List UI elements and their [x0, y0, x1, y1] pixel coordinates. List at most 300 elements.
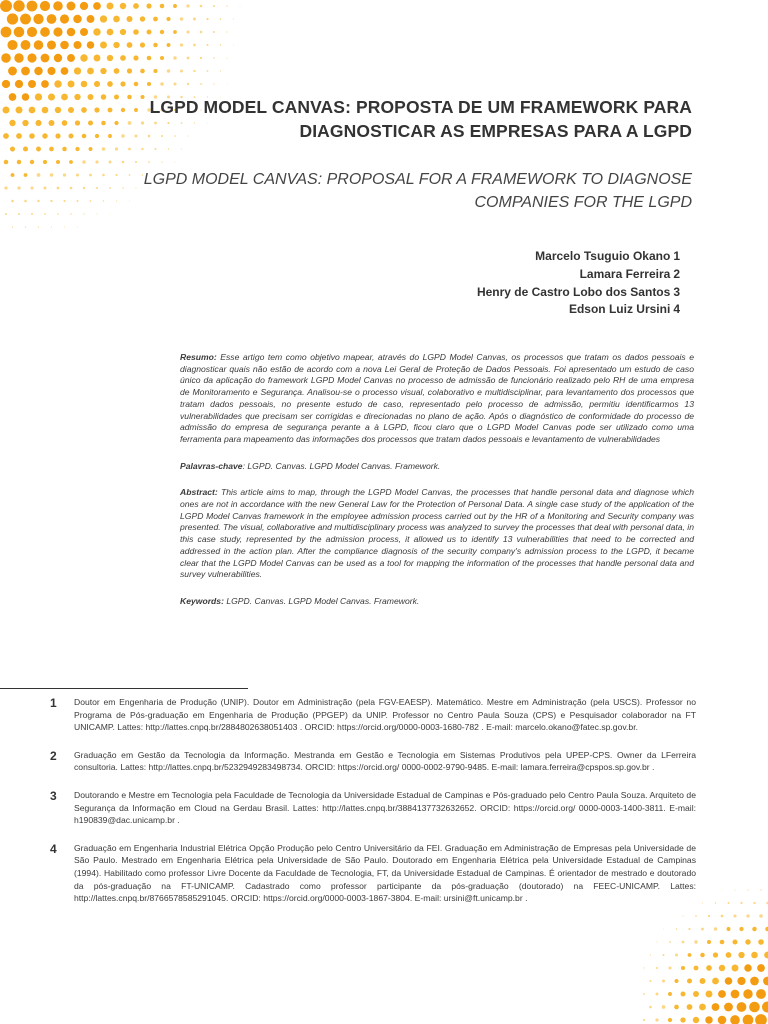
resumo-label: Resumo: — [180, 352, 217, 362]
halftone-dot — [706, 991, 713, 998]
halftone-dot — [650, 954, 651, 955]
halftone-dot — [758, 939, 764, 945]
halftone-dot — [726, 952, 732, 958]
halftone-dot — [100, 15, 107, 22]
halftone-dot — [7, 13, 18, 24]
halftone-dot — [60, 14, 69, 23]
halftone-dot — [67, 2, 76, 11]
halftone-dot — [655, 1018, 658, 1021]
halftone-dot — [187, 57, 190, 60]
halftone-dot — [764, 952, 768, 959]
halftone-dot — [77, 227, 78, 228]
halftone-dot — [755, 1014, 767, 1024]
halftone-dot — [722, 890, 723, 891]
halftone-dot — [200, 57, 202, 59]
halftone-dot — [37, 200, 39, 202]
halftone-dot — [107, 55, 113, 61]
halftone-dot — [656, 967, 658, 969]
halftone-dot — [174, 83, 177, 86]
halftone-dot — [206, 44, 208, 46]
halftone-dot — [114, 68, 120, 74]
halftone-dot — [701, 928, 704, 931]
halftone-dot — [763, 977, 768, 986]
halftone-dot — [127, 42, 133, 48]
halftone-dot — [22, 93, 30, 101]
halftone-dot — [95, 160, 98, 163]
halftone-dot — [22, 120, 28, 126]
halftone-dot — [73, 41, 81, 49]
halftone-dot — [706, 965, 712, 971]
halftone-dot — [200, 5, 203, 8]
halftone-dot — [731, 990, 740, 999]
halftone-dot — [737, 1002, 747, 1012]
halftone-dot — [193, 70, 195, 72]
halftone-dot — [181, 149, 182, 150]
halftone-dot — [226, 31, 227, 32]
halftone-dot — [109, 161, 112, 164]
halftone-dot — [694, 940, 697, 943]
halftone-dot — [227, 84, 228, 85]
halftone-dot — [74, 67, 81, 74]
halftone-dot — [107, 81, 113, 87]
halftone-dot — [743, 1015, 754, 1024]
halftone-dot — [728, 902, 730, 904]
halftone-dot — [75, 147, 79, 151]
halftone-dot — [47, 14, 57, 24]
halftone-dot — [4, 160, 9, 165]
halftone-dot — [649, 980, 651, 982]
halftone-dot — [712, 1003, 720, 1011]
halftone-dot — [107, 29, 114, 36]
halftone-dot — [120, 55, 126, 61]
halftone-dot — [93, 28, 100, 35]
halftone-dot — [147, 30, 152, 35]
abstract-label: Abstract: — [180, 487, 218, 498]
halftone-dot — [34, 40, 44, 50]
halftone-dot — [23, 146, 28, 151]
halftone-dot — [753, 902, 755, 904]
halftone-dot — [747, 889, 748, 890]
halftone-dot — [674, 1005, 679, 1010]
halftone-dot — [700, 953, 705, 958]
footnote-text: Graduação em Engenharia Industrial Elétrica Opção Produção pelo Centro Universitário da FEI. Graduação em Administração de Empresas pela Universidade de São Paulo. Mestrado em Engenharia Elétrica pela Universidade de São Paulo. Doutorado em Engenharia Elétrica pela Universidade Estadual de Campinas (1994). Habilitado como professor Livre Docente da Faculdade de Tecnologia, FT, da Universidade Estadual de Campinas. É orientador de mestrado e doutorado da pós-graduação na FT-UNICAMP. Cadastrado como professor participante da pós-graduação (doutorado) na FEEC-UNICAMP. Lattes: http://lattes.cnpq.br/8766578585291045. ORCID: https://orcid.org/0000-0003-1867-3804. E-mail: ursini@ft.unicamp.br . — [74, 842, 696, 904]
halftone-dot — [51, 226, 52, 227]
halftone-dot — [8, 67, 17, 76]
resumo-text: Esse artigo tem como objetivo mapear, através do LGPD Model Canvas, os processos que tratam os dados pessoais e diagnosticar quais não estão de acordo com a nova Lei Geral de Proteção de Dados Pessoais. Foi apresentado um estudo de caso único da aplicação do framework LGPD Model Canvas no processo de admissão de funcionário realizado pelo RH de uma empresa de Monitoramento e Segurança. Analisou-se o processo visual, colaborativo e multidisciplinar, para levantamento dos processos que tratam dados pessoais, no presente estudo de caso, representado pelo processo de admissão, permitiu identificarmos 13 vulnerabilidades que precisam ser corrigidas e direcionadas no plano de ação. Após o diagnóstico de conformidade do processo de admissão do empresa de segurança perante a à LGPD, ficou claro que o LGPD Model Canvas pode ser utilizado como uma ferramenta para mapeamento das informações dos processos que tratam dados pessoais e levantamento de vulnerabilidades — [180, 352, 694, 444]
author-entry — [477, 266, 680, 284]
footnote — [50, 842, 696, 905]
halftone-dot — [5, 213, 7, 215]
halftone-dot — [757, 964, 765, 972]
author-entry — [477, 248, 680, 266]
halftone-dot — [663, 929, 664, 930]
halftone-dot — [120, 3, 126, 9]
halftone-dot — [4, 186, 7, 189]
halftone-dot — [21, 40, 31, 50]
halftone-dot — [21, 67, 30, 76]
halftone-dot — [80, 28, 88, 36]
halftone-dot — [10, 146, 15, 151]
halftone-dot — [713, 952, 718, 957]
footnote-number: 4 — [50, 841, 57, 856]
halftone-dot — [133, 29, 139, 35]
halftone-dot — [44, 187, 47, 190]
halftone-dot — [100, 42, 107, 49]
halftone-dot — [227, 58, 228, 59]
halftone-dot — [147, 56, 152, 61]
halftone-dot — [127, 68, 132, 73]
halftone-dot — [187, 83, 189, 85]
halftone-dot — [160, 56, 164, 60]
halftone-dot — [687, 979, 692, 984]
halftone-dot — [134, 82, 139, 87]
halftone-dot — [662, 954, 664, 956]
halftone-dot — [662, 1005, 666, 1009]
footnote-text: Doutor em Engenharia de Produção (UNIP). Doutor em Administração (pela FGV-EAESP). Matemático. Mestre em Administração (pela USCS). Professor no Programa de Pós-graduação em Engenharia de Produção (PPGEP) da UNIP. Professor no Centro Paula Souza (CPS) e Pesquisador colaborador na FT UNICAMP. Lattes: http://lattes.cnpq.br/2884802638051403 . ORCID: https://orcid.org/0000-0003-1680-782 . E-mail: marcelo.okano@fatec.sp.gov.br. — [74, 697, 696, 733]
halftone-dot — [693, 1017, 699, 1023]
halftone-dot — [186, 4, 189, 7]
halftone-dot — [193, 44, 196, 47]
halftone-dot — [173, 30, 177, 34]
halftone-dot — [31, 213, 33, 215]
halftone-dot — [87, 68, 94, 75]
halftone-dot — [240, 32, 241, 33]
halftone-dot — [656, 993, 659, 996]
halftone-dot — [161, 161, 162, 162]
author-footnote-number: 1 — [673, 249, 680, 263]
halftone-dot — [140, 16, 145, 21]
halftone-dot — [80, 54, 87, 61]
halftone-dot — [173, 56, 176, 59]
halftone-dot — [49, 120, 55, 126]
halftone-dot — [727, 927, 731, 931]
halftone-dot — [27, 27, 37, 37]
halftone-dot — [62, 147, 67, 152]
halftone-dot — [40, 1, 50, 11]
author-footnote-number: 3 — [673, 284, 680, 299]
halftone-dot — [24, 200, 27, 203]
halftone-dot — [676, 928, 678, 930]
halftone-dot — [87, 15, 95, 23]
halftone-dot — [89, 147, 93, 151]
footnote — [50, 696, 696, 734]
halftone-dot — [128, 148, 131, 151]
halftone-dot — [233, 19, 234, 20]
halftone-dot — [153, 43, 158, 48]
halftone-dot — [752, 927, 756, 931]
halftone-dot — [220, 70, 221, 71]
halftone-dot — [750, 977, 759, 986]
halftone-dot — [1, 27, 12, 38]
halftone-dot — [18, 213, 20, 215]
author-name: Edson Luiz Ursini — [568, 302, 671, 317]
halftone-dot — [115, 147, 118, 150]
footnote — [50, 749, 696, 774]
halftone-dot — [14, 27, 25, 38]
halftone-dot — [687, 1004, 693, 1010]
halftone-dot — [133, 3, 139, 9]
halftone-dot — [29, 133, 35, 139]
author-footnote-number: 4 — [673, 302, 680, 317]
halftone-dot — [36, 147, 41, 152]
halftone-dot — [113, 42, 119, 48]
halftone-dot — [732, 939, 737, 944]
halftone-dot — [207, 70, 209, 72]
halftone-dot — [102, 147, 106, 151]
author-footnote-number: 2 — [673, 266, 680, 281]
halftone-dot — [193, 18, 196, 21]
halftone-dot — [27, 53, 36, 62]
halftone-dot — [744, 964, 751, 971]
halftone-dot — [662, 979, 665, 982]
halftone-dot — [153, 69, 157, 73]
halftone-dot — [42, 133, 47, 138]
halftone-dot — [50, 200, 52, 202]
halftone-dot — [719, 965, 725, 971]
halftone-dot — [745, 939, 750, 944]
halftone-dot — [720, 940, 725, 945]
halftone-dot — [643, 993, 645, 995]
halftone-dot — [740, 902, 742, 904]
author-name: Marcelo Tsuguio Okano — [535, 249, 671, 263]
footnotes — [50, 696, 696, 920]
halftone-dot — [64, 227, 65, 228]
halftone-dot — [147, 82, 151, 86]
title-portuguese: LGPD MODEL CANVAS: PROPOSTA DE UM FRAMEWORK PARA DIAGNOSTICAR AS EMPRESAS PARA A LGPD — [149, 97, 692, 141]
halftone-dot — [160, 30, 164, 34]
halftone-dot — [13, 0, 24, 11]
halftone-dot — [93, 2, 101, 10]
halftone-dot — [2, 80, 10, 88]
abstract-paragraph — [180, 487, 694, 581]
halftone-dot — [12, 226, 13, 227]
halftone-dot — [106, 2, 113, 9]
title-english: LGPD MODEL CANVAS: PROPOSAL FOR A FRAMEWORK TO DIAGNOSE COMPANIES FOR THE LGPD — [143, 171, 692, 211]
halftone-dot — [213, 57, 215, 59]
halftone-dot — [155, 148, 157, 150]
halftone-dot — [41, 80, 49, 88]
halftone-dot — [715, 902, 717, 904]
halftone-dot — [213, 83, 214, 84]
halftone-dot — [16, 107, 23, 114]
keywords-paragraph — [180, 596, 694, 608]
halftone-dot — [681, 992, 686, 997]
halftone-dot — [675, 954, 678, 957]
halftone-dot — [682, 941, 685, 944]
author-name: Henry de Castro Lobo dos Santos — [476, 284, 671, 299]
halftone-dot — [681, 966, 685, 970]
halftone-dot — [122, 161, 125, 164]
halftone-dot — [60, 41, 69, 50]
halftone-dot — [167, 69, 171, 73]
halftone-dot — [746, 914, 749, 917]
halftone-dot — [38, 226, 39, 227]
halftone-dot — [721, 915, 724, 918]
halftone-dot — [148, 161, 150, 163]
halftone-dot — [749, 1002, 760, 1013]
halftone-dot — [67, 28, 76, 37]
halftone-dot — [730, 1015, 740, 1024]
halftone-dot — [220, 18, 222, 20]
footnote-divider — [0, 688, 248, 689]
halftone-dot — [54, 80, 61, 87]
halftone-dot — [751, 952, 758, 959]
resumo-paragraph — [180, 352, 694, 446]
halftone-dot — [166, 17, 170, 21]
halftone-dot — [175, 162, 176, 163]
halftone-dot — [674, 979, 678, 983]
author-entry — [477, 284, 680, 302]
halftone-dot — [699, 1004, 706, 1011]
halftone-dot — [54, 54, 62, 62]
footnote-text: Doutorando e Mestre em Tecnologia pela Faculdade de Tecnologia da Universidade Estadual de Campinas e Pós-graduado pelo Centro Paula Souza. Arquiteto de Segurança da Informação em Cloud na Gerdau Brasil. Lattes: http://lattes.cnpq.br/3884137732632652. ORCID: https://orcid.org/ 0000-0003-1400-3811. E-mail: h190839@dac.unicamp.br . — [74, 789, 696, 826]
halftone-dot — [9, 93, 17, 101]
halftone-dot — [0, 0, 12, 12]
halftone-dot — [206, 18, 208, 20]
halftone-dot — [27, 1, 38, 12]
halftone-dot — [643, 967, 644, 968]
author-name: Lamara Ferreira — [579, 266, 671, 281]
halftone-dot — [20, 14, 31, 25]
halftone-dot — [739, 927, 743, 931]
halftone-dot — [760, 889, 761, 890]
halftone-dot — [17, 186, 20, 189]
halftone-dot — [7, 40, 17, 50]
halftone-dot — [220, 44, 221, 45]
author-list — [477, 248, 680, 319]
halftone-dot — [146, 3, 151, 8]
halftone-dot — [712, 978, 719, 985]
halftone-dot — [41, 54, 50, 63]
halftone-dot — [743, 989, 752, 998]
halftone-dot — [718, 990, 726, 998]
halftone-dot — [160, 4, 165, 9]
halftone-dot — [57, 187, 60, 190]
halftone-dot — [167, 43, 171, 47]
footnote-number: 2 — [50, 748, 57, 763]
halftone-dot — [94, 55, 101, 62]
halftone-dot — [80, 2, 88, 10]
halftone-dot — [44, 213, 46, 215]
halftone-dot — [9, 120, 15, 126]
halftone-dot — [35, 93, 42, 100]
halftone-dot — [738, 952, 744, 958]
halftone-dot — [49, 147, 54, 152]
halftone-dot — [53, 1, 63, 11]
halftone-dot — [34, 67, 42, 75]
halftone-dot — [30, 160, 34, 164]
halftone-dot — [731, 964, 738, 971]
halftone-dot — [240, 6, 241, 7]
abstract-block — [180, 352, 694, 623]
halftone-dot — [160, 82, 164, 86]
palavras-chave-label: Palavras-chave — [180, 460, 243, 471]
halftone-dot — [81, 81, 88, 88]
halftone-dot — [718, 1016, 727, 1024]
halftone-dot — [733, 914, 736, 917]
halftone-dot — [756, 989, 766, 999]
halftone-dot — [762, 1002, 768, 1013]
halftone-dot — [47, 67, 55, 75]
halftone-dot — [1, 53, 11, 63]
halftone-dot — [67, 54, 75, 62]
halftone-dot — [3, 133, 9, 139]
halftone-dot — [669, 941, 671, 943]
halftone-dot — [668, 966, 671, 969]
halftone-dot — [153, 17, 158, 22]
halftone-dot — [73, 15, 82, 24]
halftone-dot — [657, 942, 658, 943]
halftone-dot — [643, 1019, 645, 1021]
halftone-dot — [140, 42, 145, 47]
halftone-dot — [67, 80, 74, 87]
halftone-dot — [700, 978, 706, 984]
palavras-chave-text: : LGPD. Canvas. LGPD Model Canvas. Framework. — [242, 460, 441, 471]
halftone-dot — [50, 173, 54, 177]
halftone-dot — [180, 17, 184, 21]
halftone-dot — [87, 41, 94, 48]
halftone-dot — [53, 27, 62, 36]
halftone-dot — [649, 1006, 652, 1009]
footnote — [50, 789, 696, 827]
halftone-dot — [708, 915, 710, 917]
halftone-dot — [140, 69, 145, 74]
halftone-dot — [694, 966, 699, 971]
halftone-dot — [30, 186, 33, 189]
halftone-dot — [668, 1018, 672, 1022]
halftone-dot — [724, 1003, 733, 1012]
palavras-chave-paragraph — [180, 461, 694, 473]
halftone-dot — [43, 160, 47, 164]
halftone-dot — [180, 43, 183, 46]
halftone-dot — [688, 953, 692, 957]
halftone-dot — [707, 940, 711, 944]
halftone-dot — [668, 992, 672, 996]
halftone-dot — [33, 14, 43, 24]
halftone-dot — [173, 4, 177, 8]
halftone-dot — [14, 53, 23, 62]
halftone-dot — [186, 30, 189, 33]
author-entry — [477, 301, 680, 319]
halftone-dot — [233, 45, 234, 46]
halftone-dot — [25, 226, 26, 227]
halftone-dot — [135, 161, 137, 163]
halftone-dot — [120, 29, 126, 35]
halftone-dot — [15, 80, 23, 88]
halftone-dot — [113, 16, 120, 23]
halftone-dot — [37, 173, 41, 177]
halftone-dot — [688, 928, 690, 930]
halftone-dot — [16, 133, 22, 139]
halftone-dot — [226, 5, 227, 6]
halftone-dot — [714, 927, 717, 930]
halftone-dot — [133, 55, 138, 60]
halftone-dot — [69, 160, 73, 164]
abstract-text: This article aims to map, through the LGPD Model Canvas, the processes that handle personal data and diagnose which ones are not in accordance with the new General Law for the Protection of Personal Data. A single case study of the application of the LGPD Model Canvas framework in the employee admission process carried out by the HR of a Monitoring and Security company was presented. The visual, collaborative and multidisciplinary process was analyzed to survey the processes that deal with personal data, in this case study, represented by the admission process, it allowed us to identify 13 vulnerabilities that need to be corrected and addressed in the action plan. After the compliance diagnosis of the security company's admission process to the LGPD, it became clear that the LGPD Model Canvas can be used as a tool for mapping the information of the processes that handle personal data and survey vulnerabilities. — [180, 487, 694, 580]
halftone-dot — [737, 977, 745, 985]
footnote-number: 3 — [50, 788, 57, 803]
halftone-dot — [200, 31, 203, 34]
halftone-dot — [11, 200, 14, 203]
halftone-dot — [213, 31, 215, 33]
halftone-dot — [693, 991, 699, 997]
halftone-dot — [213, 5, 215, 7]
halftone-dot — [168, 148, 169, 149]
keywords-text: LGPD. Canvas. LGPD Model Canvas. Framework. — [223, 595, 420, 606]
footnote-text: Graduação em Gestão da Tecnologia da Informação. Mestranda em Gestão e Tecnologia em Sistemas Produtivos pela UPEP-CPS. Owner da LFerreira consultoria. Lattes: http://lattes.cnpq.br/5232949283498734. ORCID: https://orcid.org/ 0000-0002-9790-9485. E-mail: lamara.ferreira@cpspos.sp.gov.br . — [74, 749, 696, 773]
keywords-label: Keywords: — [180, 595, 224, 606]
halftone-dot — [680, 1017, 685, 1022]
